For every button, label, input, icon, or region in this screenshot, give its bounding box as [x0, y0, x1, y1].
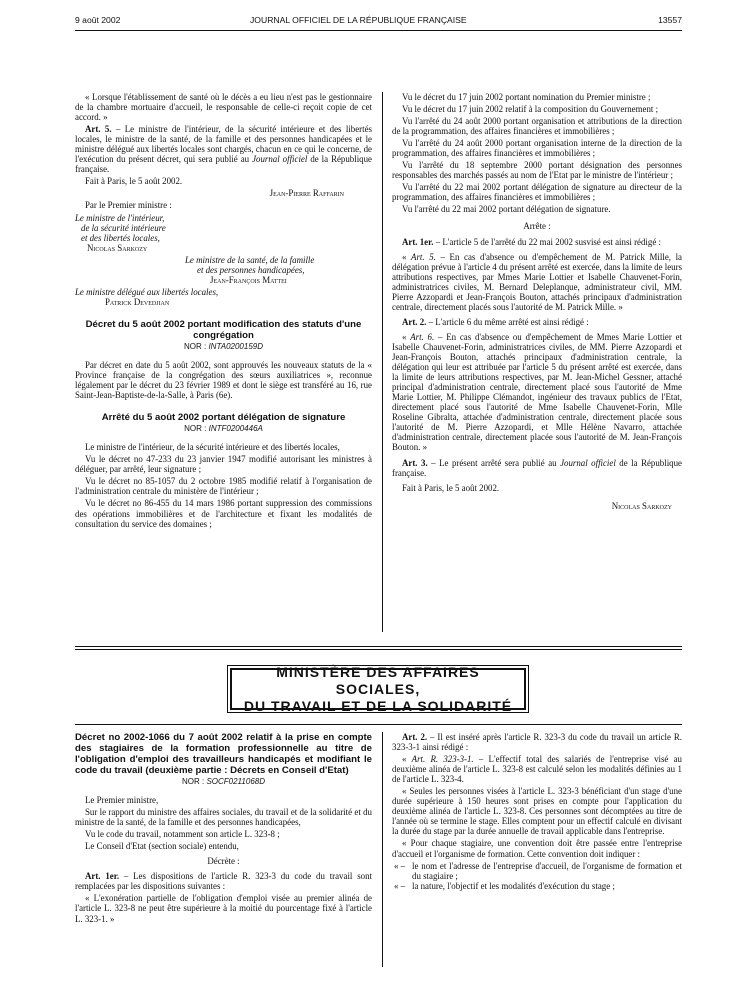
minister-title: de la sécurité intérieure: [81, 222, 166, 233]
quoted-text: « Pour chaque stagiaire, une convention doit être passée entre l'entreprise d'accueil et l'organisme de formation. Cette convention doit indiquer :: [392, 838, 682, 859]
minister-title: Le ministre de l'intérieur,: [75, 212, 165, 223]
list-item: « – la nature, l'objectif et les modalités d'exécution du stage ;: [394, 880, 615, 891]
header-journal-title: JOURNAL OFFICIEL DE LA RÉPUBLIQUE FRANÇAISE: [250, 15, 467, 25]
section-rule: [75, 649, 682, 650]
visa: Vu le décret du 17 juin 2002 relatif à la composition du Gouvernement ;: [402, 104, 659, 115]
column-divider-top: [382, 92, 383, 632]
visa: Vu l'arrêté du 24 août 2000 portant organisation et attributions de la direction de la programmation, des affaires financières et immobilières ;: [392, 116, 682, 137]
decrete-heading: Décrète :: [207, 856, 240, 867]
quoted-text: « Seules les personnes visées à l'article L. 323-3 bénéficiant d'un stage d'une durée supérieure à 150 heures sont prises en compte pour l'application du deuxième alinéa de l'article L. 323-8. Ces personnes sont décomptées au titre de l'année où se termine le stage. Elles comptent pour un effectif calculé en divisant la durée du stage par la durée annuelle de travail applicable dans l'entreprise.: [392, 786, 682, 837]
article-5: Art. 5. – Le ministre de l'intérieur, de la sécurité intérieure et des libertés locales, le ministre de la santé, de la famille et des personnes handicapées et le ministre délégué aux libertés locales sont chargés, chacun en ce qui le concerne, de l'exécution du présent décret, qui sera publié au Journal officiel de la République française.: [75, 124, 372, 175]
ministry-line-2: DU TRAVAIL ET DE LA SOLIDARITÉ: [243, 697, 513, 714]
convention-list: [392, 861, 682, 891]
section-rule: [75, 724, 682, 725]
left-column-top: [75, 92, 372, 531]
decree-title: Décret no 2002-1066 du 7 août 2002 relatif à la prise en compte des stagiaires de la formation professionnelle au titre de l'obligation d'emploi des travailleurs handicapés et modifiant le code du travail (deuxième partie : Décrets en Conseil d'Etat): [75, 732, 372, 776]
article-1: Art. 1er. – Les dispositions de l'article R. 323-3 du code du travail sont remplacées par les dispositions suivantes :: [75, 871, 372, 892]
fait-a-paris: Fait à Paris, le 5 août 2002.: [402, 482, 500, 493]
visa: Vu l'arrêté du 24 août 2000 portant organisation interne de la direction de la programmation, des affaires financières et immobilières ;: [392, 138, 682, 159]
article-1: Art. 1er. – L'article 5 de l'arrêté du 22 mai 2002 susvisé est ainsi rédigé :: [402, 236, 661, 247]
right-column-bottom: [392, 732, 682, 893]
visa: Vu l'arrêté du 18 septembre 2000 portant désignation des personnes responsables des marchés passés au nom de l'Etat par le ministre de l'intérieur ;: [392, 160, 682, 181]
quoted-text: « L'exonération partielle de l'obligation d'emploi visée au premier alinéa de l'article L. 323-8 ne peut être supérieure à la moitié du pourcentage fixé à l'article L. 323-1. »: [75, 893, 372, 924]
visa: Vu le décret no 85-1057 du 2 octobre 1985 modifié relatif à l'organisation de l'administration centrale du ministère de l'intérieur ;: [75, 476, 372, 497]
quoted-article-r323-3-1: « Art. R. 323-3-1. – L'effectif total des salariés de l'entreprise visé au deuxième alinéa de l'article L. 323-8 est calculé selon les modalités définies au 1 de l'article L. 323-4.: [392, 754, 682, 785]
paragraph: Le ministre de l'intérieur, de la sécurité intérieure et des libertés locales,: [85, 442, 340, 453]
paragraph: « Lorsque l'établissement de santé où le décès a eu lieu n'est pas le gestionnaire de la chambre mortuaire d'accueil, le responsable de celle-ci reçoit copie de cet accord. »: [75, 92, 372, 123]
visa: Vu le décret no 86-455 du 14 mars 1986 portant suppression des commissions des opérations immobilières et de l'architecture et fixant les modalités de consultation du service des domaines ;: [75, 498, 372, 529]
minister-title: Le ministre délégué aux libertés locales,: [75, 286, 219, 297]
visa: Vu l'arrêté du 22 mai 2002 portant délégation de signature au directeur de la programmation, des affaires financières et immobilières ;: [392, 182, 682, 203]
list-item: « – le nom et l'adresse de l'entreprise d'accueil, de l'organisme de formation et du stagiaire ;: [394, 860, 682, 881]
arrete-title: Arrêté du 5 août 2002 portant délégation de signature: [101, 412, 346, 424]
running-header: [75, 15, 682, 29]
right-column-top: [392, 92, 682, 513]
visa: Vu l'arrêté du 22 mai 2002 portant délégation de signature.: [402, 204, 611, 215]
arrete-heading: Arrête :: [523, 220, 551, 231]
visa: Vu le décret no 47-233 du 23 janvier 1947 modifié autorisant les ministres à déléguer, par arrêté, leur signature ;: [75, 454, 372, 475]
fait-a-paris: Fait à Paris, le 5 août 2002.: [85, 176, 183, 187]
article-label: Art. 5.: [85, 124, 112, 135]
signature-devedjian: Patrick Devedjian: [105, 296, 170, 307]
signature-raffarin: Jean-Pierre Raffarin: [269, 188, 344, 199]
minister-title: et des libertés locales,: [81, 232, 160, 243]
signature-mattei: Jean-François Mattei: [210, 274, 287, 285]
visa: Vu le code du travail, notamment son article L. 323-8 ;: [85, 829, 280, 840]
header-rule: [75, 30, 682, 31]
signature-sarkozy: Nicolas Sarkozy: [87, 242, 148, 253]
article-2: Art. 2. – L'article 6 du même arrêté est ainsi rédigé :: [402, 316, 589, 327]
paragraph: Le Premier ministre,: [85, 795, 159, 806]
quoted-article-6: « Art. 6. – En cas d'absence ou d'empêchement de Mmes Marie Lottier et Isabelle Chauvenet-Forin, administratrices civiles, de MM. Pierre Azzopardi et Jean-François Bouton, attachés principaux d'administration centrale, la délégation qui leur est attribuée par l'article 5 du présent arrêté est exercée, dans la limite de leurs attributions respectives, par M. Jean-Michel Gessner, attaché principal d'administration centrale, directement placé sous l'autorité de Mme Marie Lottier, M. Philippe Clémandot, ingénieur des travaux publics de l'Etat, directement placé sous l'autorité de Mme Isabelle Chauvenet-Forin, Mlle Roseline Gibralta, attachée d'administration centrale, directement placée sous l'autorité de M. Pierre Azzopardi, et Mlle Hélène Navarro, attachée d'administration centrale, directement placée sous l'autorité de M. Jean-François Bouton. »: [392, 331, 682, 453]
paragraph: Sur le rapport du ministre des affaires sociales, du travail et de la solidarité et du ministre de la santé, de la famille et des personnes handicapées,: [75, 807, 372, 828]
decree-title: Décret du 5 août 2002 portant modification des statuts d'une congrégation: [85, 318, 362, 341]
column-divider-bottom: [382, 732, 383, 967]
header-date: 9 août 2002: [75, 15, 121, 25]
signature-sarkozy: Nicolas Sarkozy: [611, 500, 672, 511]
left-column-bottom: [75, 732, 372, 926]
minister-title: et des personnes handicapées,: [197, 264, 305, 275]
article-2: Art. 2. – Il est inséré après l'article R. 323-3 du code du travail un article R. 323-3-1 ainsi rédigé :: [392, 732, 682, 753]
quoted-article-5: « Art. 5. – En cas d'absence ou d'empêchement de M. Patrick Mille, la délégation prévue à l'article 4 du présent arrêté est exercée, dans la limite de leurs attributions respectives, par Mmes Marie Lottier et Isabelle Chauvenet-Forin, administratrices civiles, M. Bernard Deleplanque, administrateur civil, MM. Pierre Azzopardi et Jean-François Bouton, attachés principaux d'administration centrale, directement placés sous l'autorité de M. Patrick Mille. »: [392, 251, 682, 312]
visa: Vu le décret du 17 juin 2002 portant nomination du Premier ministre ;: [402, 92, 651, 102]
nor-reference: NOR : INTA0200159D: [183, 341, 263, 351]
header-page-number: 13557: [658, 15, 682, 25]
ministry-heading-box: [230, 663, 526, 714]
paragraph: Le Conseil d'Etat (section sociale) entendu,: [85, 841, 239, 852]
article-3: Art. 3. – Le présent arrêté sera publié au Journal officiel de la République française.: [392, 457, 682, 478]
par-premier-ministre: Par le Premier ministre :: [85, 200, 172, 211]
ministry-line-1: MINISTÈRE DES AFFAIRES SOCIALES,: [276, 663, 480, 697]
section-rule: [75, 646, 682, 647]
nor-reference: NOR : INTF0200446A: [184, 424, 263, 434]
minister-title: Le ministre de la santé, de la famille: [185, 254, 315, 265]
paragraph: Par décret en date du 5 août 2002, sont approuvés les nouveaux statuts de la « Province française de la congrégation des sœurs auxiliatrices », reconnue légalement par le décret du 23 février 1989 et dont le siège est transféré au 16, rue Saint-Jean-Baptiste-de-la-Salle, à Paris (6e).: [75, 359, 372, 401]
nor-reference: NOR : SOCF0211068D: [181, 777, 265, 786]
